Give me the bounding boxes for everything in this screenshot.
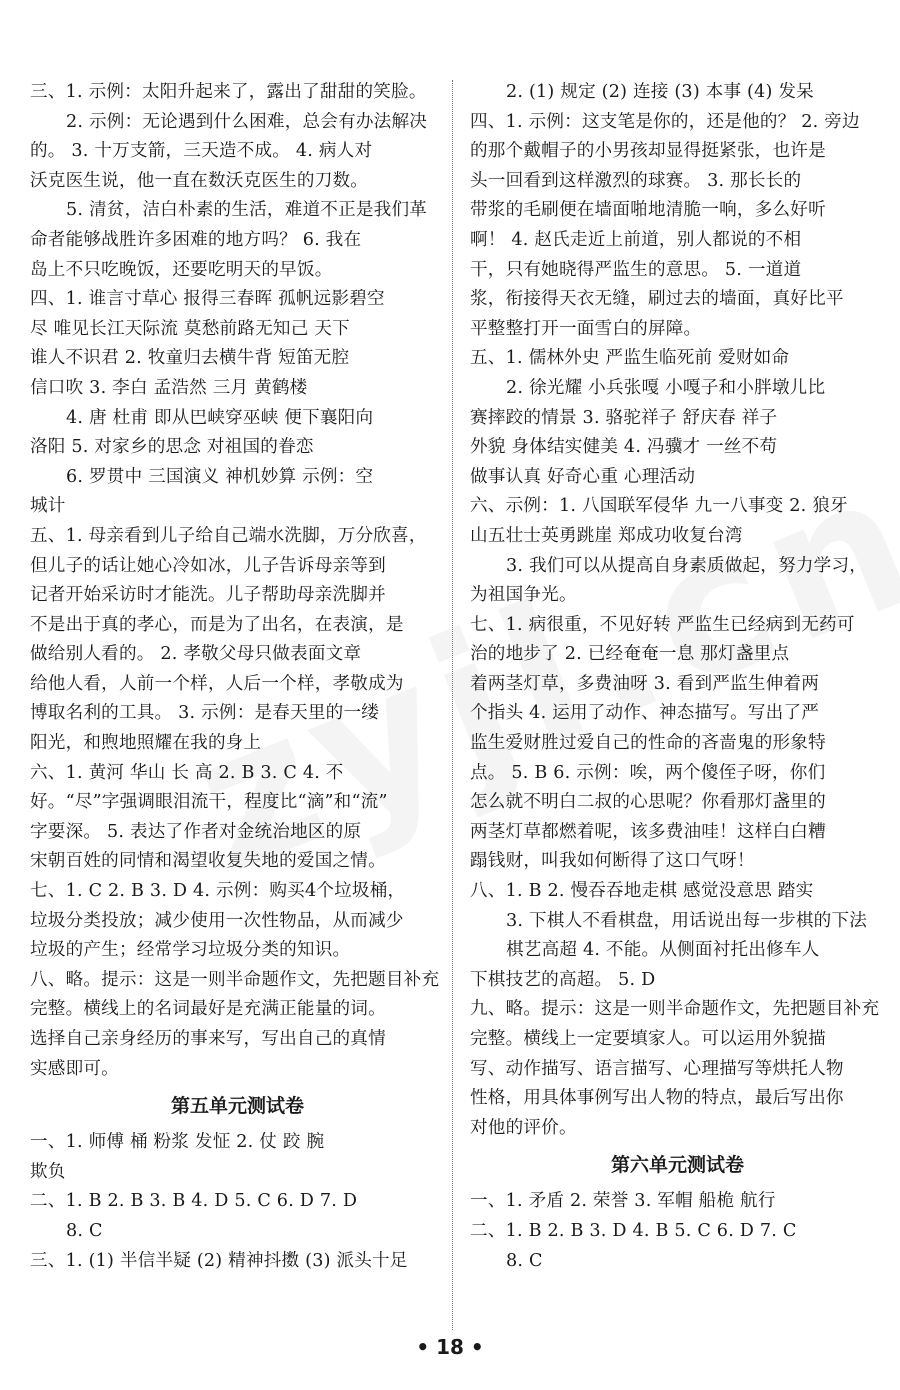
text-line: 完整。横线上的名词最好是充满正能量的词。 [30, 999, 386, 1020]
right-column [470, 78, 885, 1276]
text-line: 命者能够战胜许多困难的地方吗？ 6. 我在 [30, 229, 362, 250]
column-divider [452, 80, 453, 1330]
text-line: 性格，用具体事例写出人物的特点，最后写出你 [470, 1088, 844, 1109]
text-line: 外貌 身体结实健美 4. 冯骥才 一丝不苟 [470, 437, 778, 458]
text-line: 四、1. 示例：这支笔是你的，还是他的？ 2. 旁边 [470, 111, 860, 132]
text-line: 尽 唯见长江天际流 莫愁前路无知己 天下 [30, 318, 350, 339]
text-line: 2. 示例：无论遇到什么困难，总会有办法解决 [66, 111, 428, 132]
text-line: 6. 罗贯中 三国演义 神机妙算 示例：空 [66, 466, 374, 487]
text-line: 做给别人看的。 2. 孝敬父母只做表面文章 [30, 644, 362, 665]
text-line: 二、1. B 2. B 3. D 4. B 5. C 6. D 7. C [470, 1220, 797, 1241]
text-line: 沃克医生说，他一直在数沃克医生的刀数。 [30, 170, 369, 191]
text-line: 垃圾分类投放；减少使用一次性物品，从而减少 [30, 910, 404, 931]
text-line: 两茎灯草都燃着呢，该多费油哇！这样白白糟 [470, 821, 826, 842]
text-line: 平整整打开一面雪白的屏障。 [470, 318, 702, 339]
text-line: 二、1. B 2. B 3. B 4. D 5. C 6. D 7. D [30, 1191, 358, 1212]
text-line: 监生爱财胜过爱自己的性命的吝啬鬼的形象特 [470, 733, 826, 754]
text-line: 完整。横线上一定要填家人。可以运用外貌描 [470, 1029, 826, 1049]
text-line: 做事认真 好奇心重 心理活动 [470, 466, 696, 487]
text-line: 着两茎灯草，多费油呀 3. 看到严监生伸着两 [470, 673, 820, 694]
text-line: 七、1. 病很重，不见好转 严监生已经病到无药可 [470, 614, 855, 635]
text-line: 一、1. 矛盾 2. 荣誉 3. 军帽 船桅 航行 [470, 1191, 776, 1212]
text-line: 五、1. 儒林外史 严监生临死前 爱财如命 [470, 348, 790, 369]
text-line: 谁人不识君 2. 牧童归去横牛背 短笛无腔 [30, 348, 350, 369]
text-line: 博取名利的工具。 3. 示例：是春天里的一缕 [30, 703, 380, 724]
text-line: 垃圾的产生；经常学习垃圾分类的知识。 [30, 940, 351, 961]
text-line: 好。“尽”字强调眼泪流干，程度比“滴”和“流” [30, 792, 388, 813]
page-number: • 18 • [416, 1335, 484, 1359]
text-line: 头一回看到这样激烈的球赛。 3. 那长长的 [470, 170, 802, 191]
text-line: 怎么就不明白二叔的心思呢？你看那灯盏里的 [470, 792, 826, 813]
text-line: 写、动作描写、语言描写、心理描写等烘托人物 [470, 1058, 844, 1079]
text-line: 字要深。 5. 表达了作者对金统治地区的原 [30, 821, 362, 842]
text-line: 对他的评价。 [470, 1117, 577, 1138]
text-line: 5. 清贫，洁白朴素的生活，难道不正是我们革 [66, 200, 428, 221]
text-line: 三、1. 示例：太阳升起来了，露出了甜甜的笑脸。 [30, 82, 427, 102]
text-line: 2. 徐光耀 小兵张嘎 小嘎子和小胖墩儿比 [506, 377, 826, 398]
text-line: 但儿子的话让她心冷如冰，儿子告诉母亲等到 [30, 555, 386, 576]
text-line: 八、略。提示：这是一则半命题作文，先把题目补充 [30, 969, 440, 990]
text-line: 城计 [30, 496, 66, 517]
text-line: 一、1. 师傅 桶 粉浆 发怔 2. 仗 跤 腕 [30, 1132, 325, 1153]
section-heading: 第六单元测试卷 [610, 1154, 744, 1177]
text-line: 治的地步了 2. 已经奄奄一息 那灯盏里点 [470, 644, 790, 665]
text-line: 四、1. 谁言寸草心 报得三春晖 孤帆远影碧空 [30, 289, 385, 310]
text-line: 选择自己亲身经历的事来写，写出自己的真情 [30, 1029, 386, 1049]
text-line: 给他人看，人前一个样，人后一个样，孝敬成为 [30, 673, 404, 694]
text-line: 4. 唐 杜甫 即从巴峡穿巫峡 便下襄阳向 [66, 407, 374, 428]
text-line: 信口吹 3. 李白 孟浩然 三月 黄鹤楼 [30, 377, 308, 398]
text-line: 记者开始采访时才能洗。儿子帮助母亲洗脚并 [30, 585, 386, 606]
text-line: 为祖国争光。 [470, 585, 577, 606]
text-line: 3. 下棋人不看棋盘，用话说出每一步棋的下法 [506, 910, 868, 931]
text-line: 欺负 [30, 1161, 66, 1182]
text-line: 个指头 4. 运用了动作、神态描写。写出了严 [470, 703, 820, 724]
text-line: 赛摔跤的情景 3. 骆驼祥子 舒庆春 祥子 [470, 407, 778, 428]
text-line: 8. C [66, 1220, 103, 1241]
text-line: 不是出于真的孝心，而是为了出名，在表演，是 [30, 614, 404, 635]
text-line: 阳光，和煦地照耀在我的身上 [30, 733, 262, 754]
text-line: 点。 5. B 6. 示例：唉，两个傻侄子呀，你们 [470, 762, 826, 783]
text-line: 九、略。提示：这是一则半命题作文，先把题目补充 [470, 999, 880, 1020]
text-line: 五、1. 母亲看到儿子给自己端水洗脚，万分欣喜， [30, 525, 427, 546]
text-line: 浆，衔接得天衣无缝，刷过去的墙面，真好比平 [470, 289, 844, 310]
text-line: 六、1. 黄河 华山 长 高 2. B 3. C 4. 不 [30, 762, 344, 783]
text-line: 啊！ 4. 赵氏走近上前道，别人都说的不相 [470, 229, 802, 250]
text-line: 六、示例：1. 八国联军侵华 九一八事变 2. 狼牙 [470, 496, 848, 517]
text-line: 岛上不只吃晚饭，还要吃明天的早饭。 [30, 259, 333, 280]
text-line: 8. C [506, 1250, 543, 1271]
text-line: 八、1. B 2. 慢吞吞地走棋 感觉没意思 踏实 [470, 881, 814, 902]
text-line: 山五壮士英勇跳崖 郑成功收复台湾 [470, 525, 743, 546]
text-line: 三、1. (1) 半信半疑 (2) 精神抖擞 (3) 派头十足 [30, 1250, 408, 1271]
text-line: 洛阳 5. 对家乡的思念 对祖国的眷恋 [30, 437, 314, 458]
text-line: 实感即可。 [30, 1058, 119, 1079]
text-line: 3. 我们可以从提高自身素质做起，努力学习， [506, 555, 868, 576]
left-column [30, 78, 445, 1276]
text-line: 的。 3. 十万支箭，三天造不成。 4. 病人对 [30, 141, 373, 162]
text-line: 蹋钱财，叫我如何断得了这口气呀！ [470, 851, 755, 872]
text-line: 带浆的毛刷便在墙面啪地清脆一响，多么好听 [470, 200, 826, 221]
text-line: 2. (1) 规定 (2) 连接 (3) 本事 (4) 发呆 [506, 82, 814, 102]
text-line: 的那个戴帽子的小男孩却显得挺紧张，也许是 [470, 141, 826, 162]
section-heading: 第五单元测试卷 [170, 1095, 304, 1118]
text-line: 下棋技艺的高超。 5. D [470, 969, 656, 990]
text-line: 七、1. C 2. B 3. D 4. 示例：购买4个垃圾桶， [30, 881, 406, 902]
text-line: 棋艺高超 4. 不能。从侧面衬托出修车人 [506, 940, 820, 961]
text-line: 干，只有她晓得严监生的意思。 5. 一道道 [470, 259, 802, 280]
text-line: 宋朝百姓的同情和渴望收复失地的爱国之情。 [30, 851, 386, 872]
